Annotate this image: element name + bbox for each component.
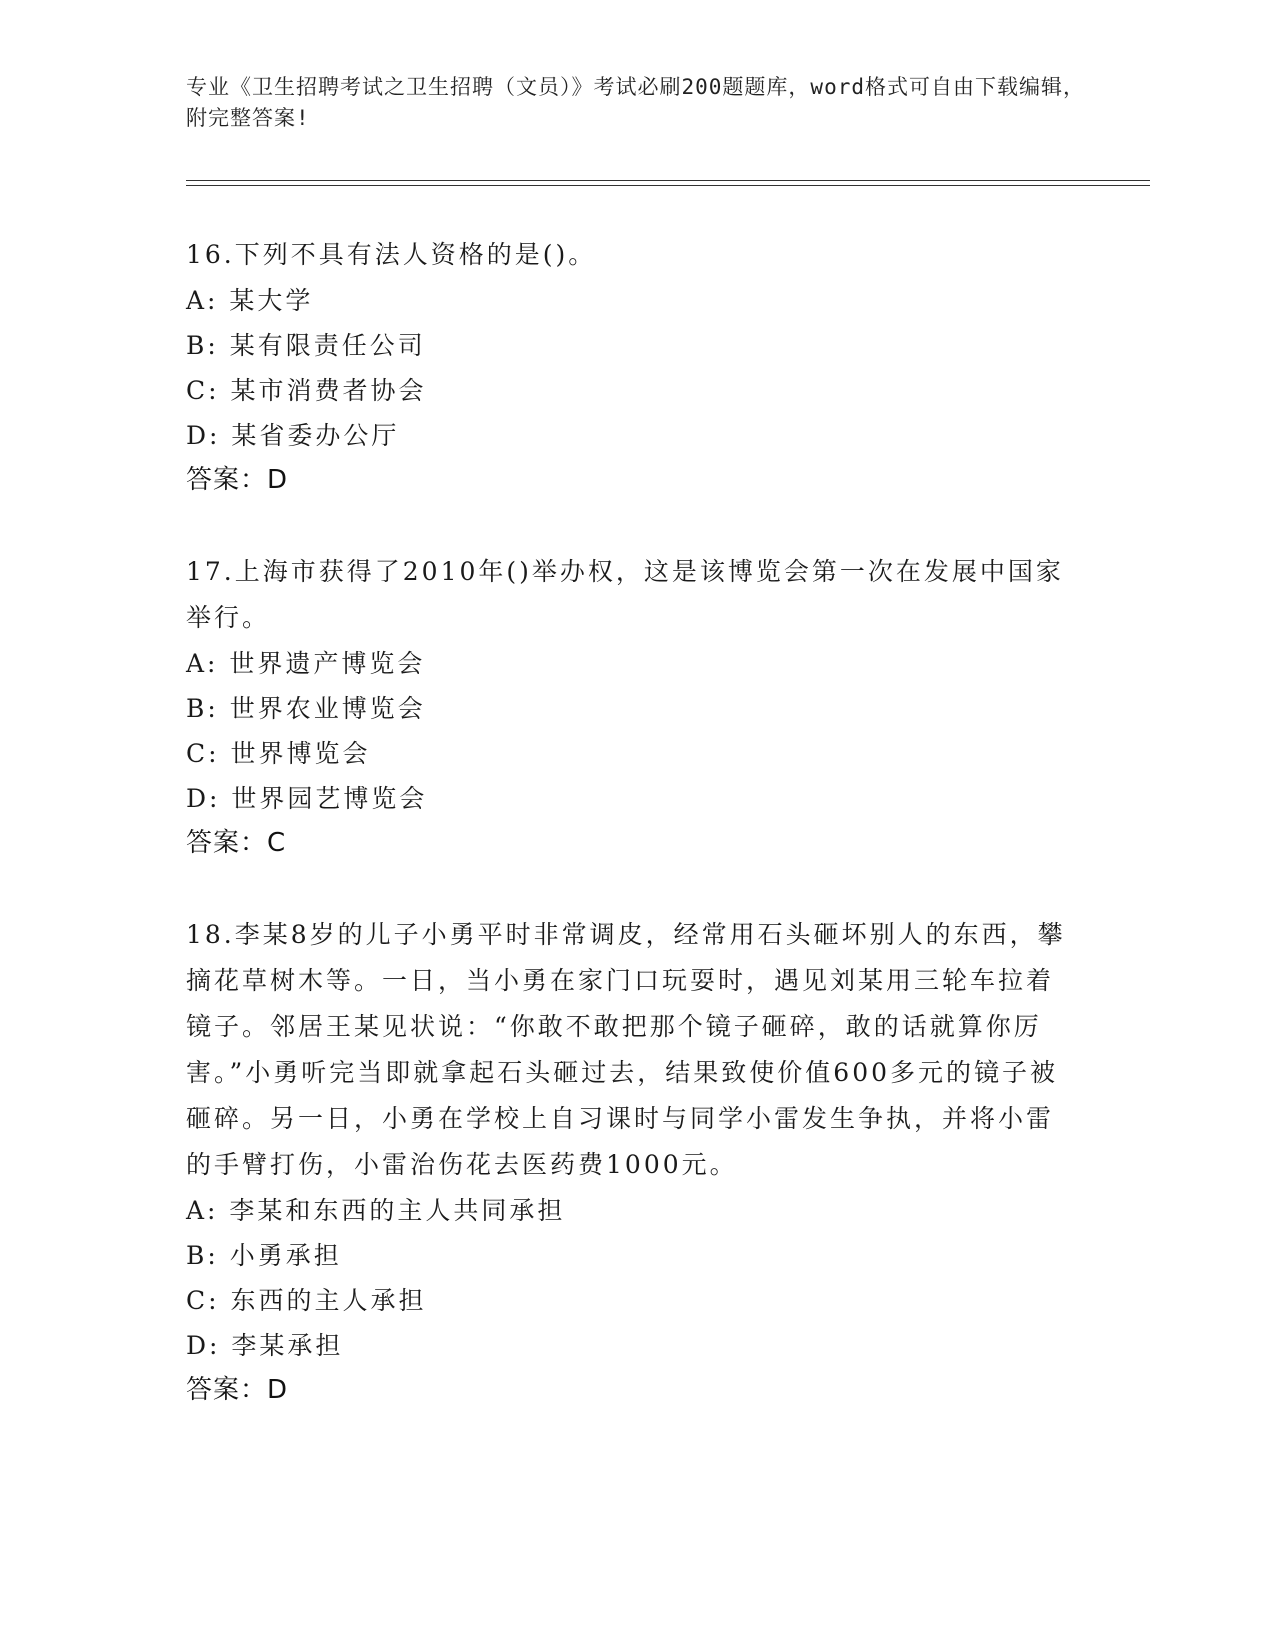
header-divider-top <box>186 180 1150 181</box>
question-list <box>186 232 1066 1459</box>
option-c: C: 世界博览会 <box>186 739 371 768</box>
option-a: A: 某大学 <box>186 286 314 315</box>
option-a: A: 世界遗产博览会 <box>186 649 426 678</box>
option-d: D: 世界园艺博览会 <box>186 784 428 813</box>
answer-label: 答案：C <box>186 828 287 858</box>
option-c: C: 某市消费者协会 <box>186 376 427 405</box>
answer-label: 答案：D <box>186 1375 289 1405</box>
option-a: A: 李某和东西的主人共同承担 <box>186 1196 566 1225</box>
question-stem: 17.上海市获得了2010年()举办权，这是该博览会第一次在发展中国家举行。 <box>186 557 1064 632</box>
question-18 <box>186 912 1066 1413</box>
question-17 <box>186 549 1066 866</box>
question-stem: 16.下列不具有法人资格的是()。 <box>186 240 597 269</box>
document-header <box>186 72 1086 134</box>
header-divider-bottom <box>186 185 1150 186</box>
option-b: B: 世界农业博览会 <box>186 694 426 723</box>
header-text: 专业《卫生招聘考试之卫生招聘（文员）》考试必刷200题题库，word格式可自由下载编辑，附完整答案! <box>186 75 1085 130</box>
option-d: D: 李某承担 <box>186 1331 344 1360</box>
option-c: C: 东西的主人承担 <box>186 1286 427 1315</box>
question-stem: 18.李某8岁的儿子小勇平时非常调皮，经常用石头砸坏别人的东西，攀摘花草树木等。一日，当小勇在家门口玩耍时，遇见刘某用三轮车拉着镜子。邻居王某见状说：“你敢不敢把那个镜子砸碎，敢的话就算你厉害。”小勇听完当即就拿起石头砸过去，结果致使价值600多元的镜子被砸碎。另一日，小勇在学校上自习课时与同学小雷发生争执，并将小雷的手臂打伤，小雷治伤花去医药费1000元。 <box>186 920 1066 1179</box>
option-b: B: 某有限责任公司 <box>186 331 426 360</box>
answer-label: 答案：D <box>186 465 289 495</box>
question-16 <box>186 232 1066 503</box>
option-b: B: 小勇承担 <box>186 1241 342 1270</box>
option-d: D: 某省委办公厅 <box>186 421 400 450</box>
